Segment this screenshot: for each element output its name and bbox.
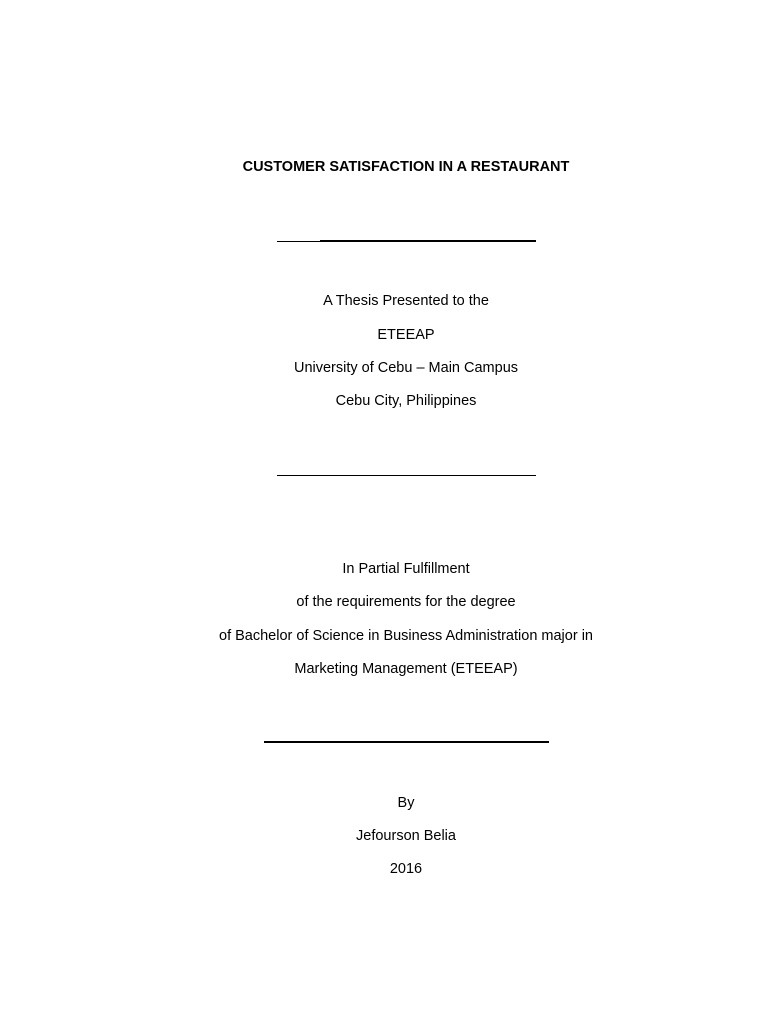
divider-rule-1a xyxy=(277,241,320,242)
fulfillment-line-1: In Partial Fulfillment xyxy=(342,561,470,577)
thesis-title: CUSTOMER SATISFACTION IN A RESTAURANT xyxy=(242,159,570,175)
presented-line-2: ETEEAP xyxy=(377,327,435,343)
divider-rule-3 xyxy=(264,741,549,743)
presented-line-4: Cebu City, Philippines xyxy=(335,393,477,409)
presented-line-3: University of Cebu – Main Campus xyxy=(293,360,519,376)
author-name: Jefourson Belia xyxy=(356,828,456,844)
divider-rule-1b xyxy=(320,240,536,242)
fulfillment-line-2: of the requirements for the degree xyxy=(296,594,516,610)
author-by: By xyxy=(397,795,415,811)
thesis-year: 2016 xyxy=(389,861,423,877)
fulfillment-line-3: of Bachelor of Science in Business Administration major in xyxy=(219,628,593,644)
fulfillment-line-4: Marketing Management (ETEEAP) xyxy=(294,661,518,677)
divider-rule-2 xyxy=(277,475,536,476)
presented-line-1: A Thesis Presented to the xyxy=(323,293,489,309)
